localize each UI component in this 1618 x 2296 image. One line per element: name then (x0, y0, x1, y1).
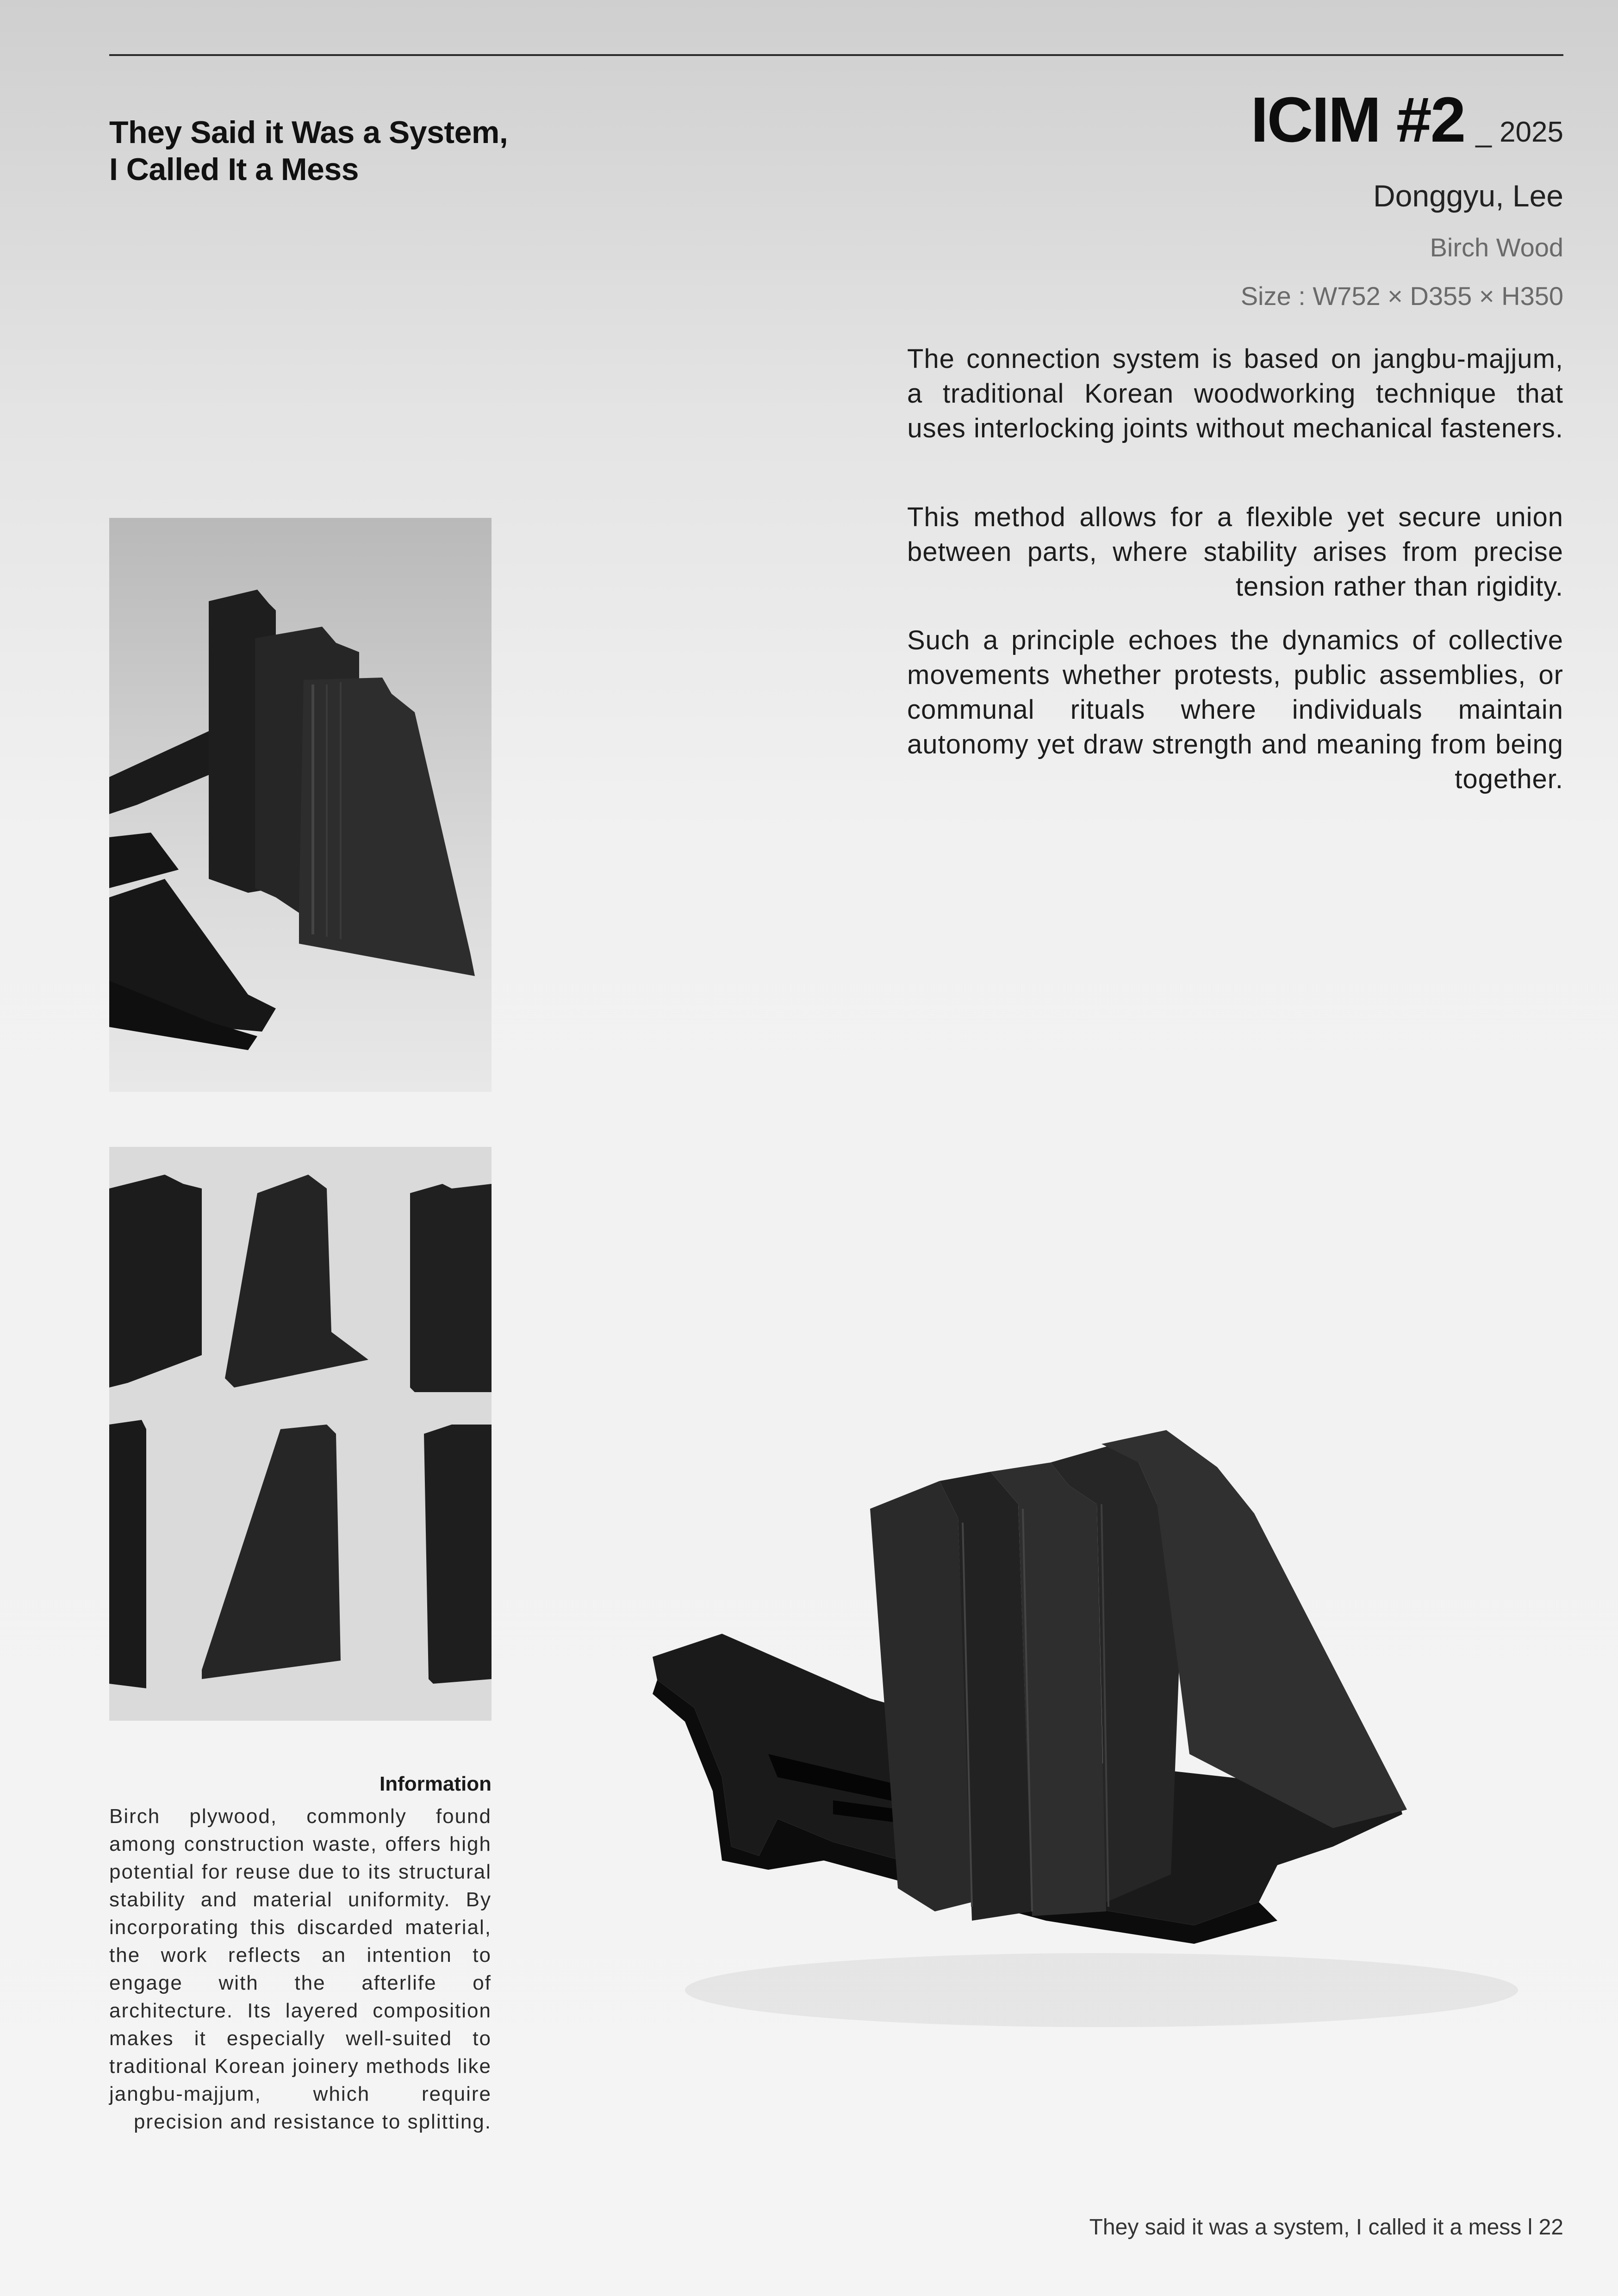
series-subtitle (109, 114, 508, 188)
page-footer: They said it was a system, I called it a mess l 22 (1089, 2215, 1563, 2240)
detail-photo-panel-layout (109, 1147, 492, 1721)
title-block (1251, 83, 1563, 157)
information-heading: Information (380, 1773, 492, 1795)
description-paragraph-2: This method allows for a flexible yet secure union between parts, where stability arises from precise tension rather than rigidity. (907, 502, 1563, 602)
description-paragraph-3: Such a principle echoes the dynamics of collective movements whether protests, public assemblies, or communal rituals where individuals maintain autonomy yet draw strength and meaning from being together. (907, 625, 1563, 794)
subtitle-line-1: They Said it Was a System, (109, 115, 508, 150)
author-name: Donggyu, Lee (1373, 179, 1563, 213)
information-text: Birch plywood, commonly found among construction waste, offers high potential for reuse due to its structural stability and material uniformity. By incorporating this discarded material, the work reflects an intention to engage with the afterlife of architecture. Its layered composition makes it especially well-suited to traditional Korean joinery methods like jangbu-majjum, which require precision and resistance to splitting. (109, 1805, 492, 2133)
hero-sculpture-photo (639, 1412, 1587, 2060)
header-rule (109, 54, 1563, 56)
work-title: ICIM #2 (1251, 84, 1465, 156)
subtitle-line-2: I Called It a Mess (109, 152, 359, 187)
dimensions-label: Size : W752 × D355 × H350 (1240, 281, 1563, 311)
description-paragraph-1: The connection system is based on jangbu-majjum, a traditional Korean woodworking technique that uses interlocking joints without mechanical fasteners. (907, 344, 1563, 443)
material-label: Birch Wood (1430, 233, 1563, 262)
work-year: _ 2025 (1475, 116, 1563, 148)
detail-photo-standing-panels (109, 518, 492, 1092)
